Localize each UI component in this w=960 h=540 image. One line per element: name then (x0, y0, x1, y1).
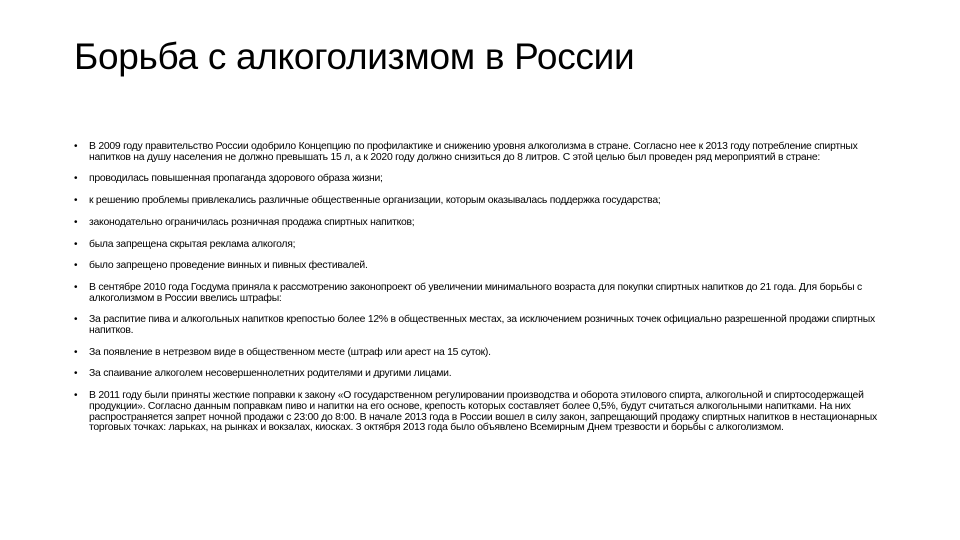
bullet-item-3: • к решению проблемы привлекались различные общественные организации, которым оказывалась поддержка государства; (74, 196, 890, 207)
slide-title: Борьба с алкоголизмом в России (74, 36, 635, 77)
bullet-item-9: • За появление в нетрезвом виде в общественном месте (штраф или арест на 15 суток). (74, 348, 890, 359)
bullet-list (74, 142, 890, 445)
bullet-item-10: • За спаивание алкоголем несовершеннолетних родителями и другими лицами. (74, 369, 890, 380)
bullet-item-8: • За распитие пива и алкогольных напитков крепостью более 12% в общественных местах, за исключением розничных точек официально разрешенной продажи спиртных напитков. (74, 315, 890, 336)
bullet-item-1: • В 2009 году правительство России одобрило Концепцию по профилактике и снижению уровня алкоголизма в стране. Согласно нее к 2013 году потребление спиртных напитков на душу населения не должно превышать 15 л, а к 2020 году должно снизиться до 8 литров. С этой целью был проведен ряд мероприятий в стране: (74, 142, 890, 163)
bullet-item-4: • законодательно ограничилась розничная продажа спиртных напитков; (74, 218, 890, 229)
bullet-item-5: • была запрещена скрытая реклама алкоголя; (74, 240, 890, 251)
bullet-item-7: • В сентябре 2010 года Госдума приняла к рассмотрению законопроект об увеличении минимального возраста для покупки спиртных напитков до 21 года. Для борьбы с алкоголизмом в России ввелись штрафы: (74, 283, 890, 304)
bullet-item-2: • проводилась повышенная пропаганда здорового образа жизни; (74, 174, 890, 185)
bullet-item-6: • было запрещено проведение винных и пивных фестивалей. (74, 261, 890, 272)
bullet-item-11: • В 2011 году были приняты жесткие поправки к закону «О государственном регулировании производства и оборота этилового спирта, алкогольной и спиртосодержащей продукции». Согласно данным поправкам пиво и напитки на его основе, крепость которых составляет более 0,5%, будут считаться алкогольными напитками. На них распространяется запрет ночной продажи с 23:00 до 8:00. В начале 2013 года в России вошел в силу закон, запрещающий продажу спиртных напитков в нестационарных торговых точках: ларьках, на рынках и вокзалах, киосках. 3 октября 2013 года было объявлено Всемирным Днем трезвости и борьбы с алкоголизмом. (74, 391, 890, 434)
